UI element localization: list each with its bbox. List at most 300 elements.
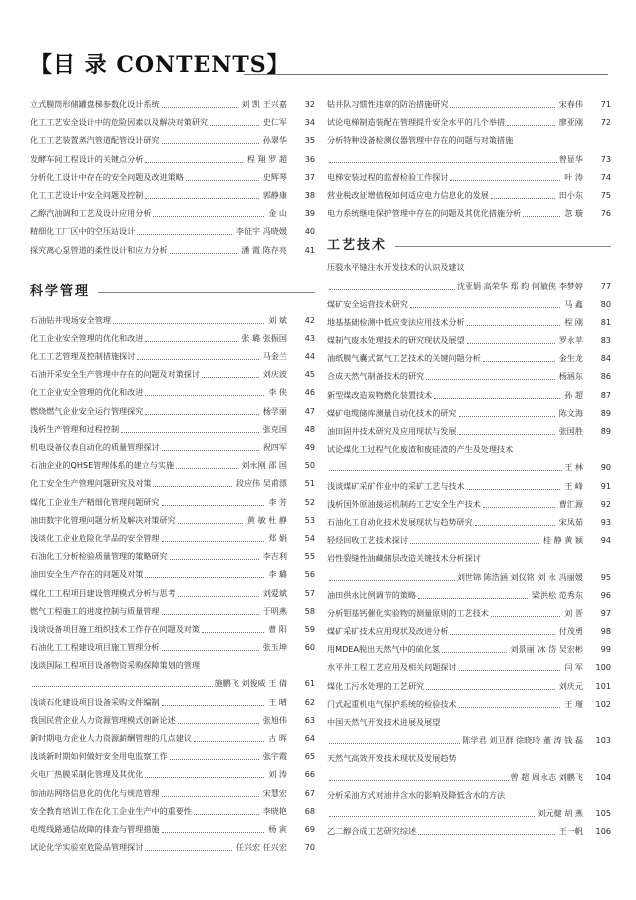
dot-leader [475,516,555,526]
entry-author: 孙翠华 [262,135,287,146]
entry-page: 77 [600,280,611,291]
entry-page: 73 [600,153,611,164]
entry-page: 97 [600,607,611,618]
entry-page: 63 [304,714,315,725]
entry-page: 46 [304,387,315,398]
toc-entry[interactable] [327,458,611,476]
header-rule [244,74,608,75]
dot-leader [329,461,562,471]
entry-page: 59 [304,623,315,634]
entry-page: 70 [304,842,315,853]
toc-entry[interactable] [30,674,315,692]
entry-author: 刘庆波 [262,369,287,380]
entry-title: 乙醇汽油调和工艺及设计应用分析 [30,208,152,219]
dot-leader [418,589,528,599]
toc-entry[interactable] [30,222,315,240]
dot-leader [145,332,237,342]
toc-entry[interactable] [327,386,611,404]
toc-entry[interactable] [327,604,611,622]
entry-author: 杨学丽 [262,405,287,416]
toc-entry[interactable] [30,204,315,222]
entry-page: 67 [304,787,315,798]
entry-author: 郭静康 [262,189,287,200]
entry-author: 郑 娟 [268,532,287,543]
entry-page: 68 [304,805,315,816]
dot-leader [162,823,265,833]
entry-author: 张克国 [262,423,287,434]
toc-list-technology [327,258,611,840]
entry-title: 煤矿安全运营技术研究 [327,298,408,309]
toc-entry[interactable] [30,329,315,347]
toc-entry[interactable] [327,731,611,749]
entry-page: 53 [304,514,315,525]
entry-author: 刘 斌 [268,314,287,325]
toc-entry[interactable] [30,383,315,401]
section-header-management [30,275,315,305]
entry-title: 水平井工程工艺应用及相关问题探讨 [327,662,457,673]
entry-page: 36 [304,153,315,164]
toc-entry[interactable] [327,568,611,586]
dot-leader [442,643,507,653]
dot-leader [162,98,238,108]
toc-entry[interactable] [30,311,315,329]
dot-leader [410,534,539,544]
toc-entry[interactable] [327,677,611,695]
toc-entry[interactable] [30,347,315,365]
toc-entry[interactable] [30,420,315,438]
entry-title: 天然气高效开发技术现状及发展趋势 [327,753,457,764]
entry-author: 曾显华 [558,153,583,164]
toc-entry[interactable] [30,131,315,149]
toc-list-design [30,95,315,259]
entry-page: 43 [304,332,315,343]
dot-leader [113,314,264,324]
toc-entry[interactable] [327,804,611,822]
toc-entry[interactable] [30,241,315,259]
entry-page: 94 [600,535,611,546]
dot-leader [137,350,258,360]
toc-entry[interactable] [327,404,611,422]
toc-entry[interactable] [30,638,315,656]
entry-title: 油田数字化管理问题分析及解决对策研究 [30,514,176,525]
left-column [30,95,315,856]
entry-title: 化工工艺设计中安全问题及控制 [30,189,144,200]
entry-title: 石油化工分析检验质量管理的策略研究 [30,551,168,562]
entry-page: 105 [595,807,611,818]
entry-page: 75 [600,189,611,200]
toc-entry[interactable] [327,586,611,604]
dot-leader [329,153,557,163]
entry-title: 浅谈石化建设项目设备采购文件编制 [30,696,160,707]
entry-page: 96 [600,589,611,600]
entry-page: 40 [304,226,315,237]
entry-page: 103 [595,735,611,746]
toc-entry[interactable] [30,402,315,420]
toc-entry[interactable] [327,277,611,295]
entry-page: 49 [304,442,315,452]
toc-entry[interactable] [327,113,611,131]
dot-leader [507,116,555,126]
dot-leader [162,696,265,706]
entry-author: 古 晖 [268,733,287,743]
entry-author: 罗永苹 [558,335,583,346]
toc-entry[interactable] [30,747,315,765]
entry-title: 岩性裂缝性油藏储层改造关键技术分析探讨 [327,553,481,564]
toc-entry[interactable] [327,331,611,349]
dot-leader [145,386,264,396]
entry-title: 煤化工企业生产精细化管理问题研究 [30,496,160,507]
entry-author: 田小东 [558,189,583,200]
entry-author: 张玉坤 [262,642,287,653]
entry-page: 84 [600,353,611,364]
entry-title: 电梯安装过程的监督检验工作探讨 [327,171,449,182]
toc-entry[interactable] [327,258,611,276]
section-title: 科学管理 [30,284,91,300]
entry-author: 金生龙 [558,353,583,364]
toc-entry[interactable] [30,365,315,383]
toc-entry[interactable] [327,495,611,513]
toc-entry[interactable] [327,204,611,222]
entry-author: 李 侠 [268,387,287,398]
entry-author: 刘 涛 [268,769,287,780]
entry-page: 54 [304,532,315,543]
entry-page: 95 [600,571,611,582]
entry-page: 74 [600,171,611,182]
entry-page: 45 [304,369,315,380]
toc-entry[interactable] [327,640,611,658]
entry-author: 宋凤茹 [558,516,583,527]
toc-entry[interactable] [30,493,315,511]
toc-entry[interactable] [30,820,315,838]
entry-title: 试论电梯制造装配在管理提升安全水平的几个举措 [327,117,506,128]
entry-title: 浅析生产管理和过程控制 [30,423,120,434]
dot-leader [170,750,259,760]
section-title: 工艺技术 [327,237,388,253]
entry-page: 37 [304,171,315,182]
dot-leader [434,389,560,399]
dot-leader [483,352,555,362]
entry-title: 化工安全生产管理问题研究及对策 [30,478,152,489]
dot-leader [153,207,264,217]
entry-author: 张宇霞 [262,751,287,762]
entry-page: 47 [304,405,315,416]
entry-title: 石油钻井现场安全管理 [30,314,111,325]
dot-leader [418,825,555,835]
toc-entry[interactable] [30,547,315,565]
entry-page: 104 [595,771,611,782]
entry-author: 忽 璇 [564,208,583,219]
dot-leader [186,171,259,181]
entry-author: 闫 军 [564,662,583,673]
entry-title: 燃烧燃气企业安全运行管理探究 [30,405,144,416]
toc-entry[interactable] [327,440,611,458]
entry-title: 浅谈国际工程项目设备物资采购保障策划的管理 [30,660,200,671]
toc-entry[interactable] [30,711,315,729]
dot-leader [178,514,243,524]
toc-entry[interactable] [327,695,611,713]
entry-title: 钻井队习惯性违章的防治措施研究 [327,99,449,109]
toc-entry[interactable] [30,186,315,204]
entry-author: 桂 静 黄 颖 [542,535,583,546]
entry-author: 任兴宏 任兴宏 [235,842,287,853]
entry-author: 马 鑫 [564,298,583,309]
toc-entry[interactable] [327,349,611,367]
section-rule [395,246,611,247]
dot-leader [459,661,561,671]
entry-title: 探究离心泵管道的柔性设计和应力分析 [30,244,168,255]
toc-header [30,50,290,80]
entry-author: 陈学君 刘卫群 徐晓玲 董 涛 钱 磊 [462,735,583,746]
toc-entry[interactable] [30,438,315,456]
dot-leader [170,550,259,560]
entry-author: 刘 晋 [564,607,583,618]
entry-title: 浅谈设备项目施工组织技术工作存在问题及对策 [30,623,200,634]
dot-leader [145,189,258,199]
entry-author: 王 瑾 [564,698,583,709]
entry-author: 王 晴 [268,696,287,707]
entry-title: 门式起重机电气保护系统的检验技术 [327,698,457,709]
toc-entry[interactable] [327,622,611,640]
entry-title: 石油企业的QHSE管理体系的建立与实施 [30,460,175,471]
dot-leader [153,477,231,487]
toc-entry[interactable] [30,168,315,186]
dot-leader [467,480,561,490]
entry-author: 孙 超 [564,389,583,400]
toc-entry[interactable] [30,511,315,529]
toc-entry[interactable] [30,765,315,783]
entry-page: 69 [304,823,315,834]
entry-page: 55 [304,551,315,562]
dot-leader [483,498,555,508]
entry-title: 浅谈化工企业危险化学品的安全管理 [30,532,160,543]
toc-entry[interactable] [30,784,315,802]
dot-leader [202,368,259,378]
entry-page: 81 [600,316,611,327]
entry-author: 张国胜 [558,426,583,436]
entry-title: 分析化工设计中存在的安全问题及改进策略 [30,171,184,182]
entry-page: 99 [600,644,611,655]
toc-entry[interactable] [327,513,611,531]
toc-entry[interactable] [327,367,611,385]
entry-page: 89 [600,426,611,436]
entry-author: 宋慧宏 [262,787,287,798]
toc-entry[interactable] [327,658,611,676]
entry-page: 56 [304,569,315,580]
entry-author: 叶 涛 [564,171,583,182]
entry-page: 39 [304,208,315,219]
toc-entry[interactable] [327,186,611,204]
entry-author: 于明燕 [262,605,287,616]
entry-author: 杨涵东 [558,371,583,382]
entry-author: 史仁军 [262,117,287,128]
entry-title: 煤化工污水处理的工艺研究 [327,680,425,691]
toc-entry[interactable] [327,95,611,113]
dot-leader [202,623,264,633]
entry-author: 程 翔 罗 超 [246,153,287,164]
dot-leader [459,425,555,435]
toc-entry[interactable] [30,729,315,747]
entry-title: 电力系统继电保护管理中存在的问题及其优化措施分析 [327,208,522,219]
entry-title: 用MDEA脱出天然气中的硫化氢 [327,644,440,655]
toc-entry[interactable] [327,786,611,804]
entry-page: 34 [304,117,315,128]
dot-leader [178,714,259,724]
entry-author: 段应伟 吴甫漂 [235,478,287,489]
entry-title: 乙二醇合成工艺研究综述 [327,826,417,837]
entry-title: 新型煤改造炭物燃化装置技术 [327,389,433,400]
dot-leader [329,771,509,781]
toc-entry[interactable] [30,584,315,602]
dot-leader [145,568,264,578]
entry-author: 曹 阳 [268,623,287,634]
entry-page: 98 [600,626,611,637]
dot-leader [145,405,258,415]
entry-title: 轻烃回收工艺技术探讨 [327,535,408,546]
entry-title: 油纸膜气囊式氮气工艺技术的关键问题分析 [327,353,481,364]
entry-title: 立式膜筒形储罐盘梯参数化设计系统 [30,99,160,109]
dot-leader [178,587,259,597]
entry-page: 35 [304,135,315,146]
entry-title: 压裂水平缝注水开发技术的认识及建议 [327,262,465,273]
entry-author: 李吉利 [262,551,287,562]
entry-author: 程 刚 [564,316,583,327]
entry-author: 施鹏飞 刘俊威 王 倩 [214,678,287,689]
dot-leader [176,459,237,469]
dot-leader [121,423,259,433]
entry-author: 刘庆元 [558,680,583,691]
toc-entry[interactable] [30,838,315,856]
toc-entry[interactable] [327,531,611,549]
entry-title: 化工企业安全管理的优化和改进 [30,332,144,343]
entry-page: 87 [600,389,611,400]
entry-author: 梁洪松 范秀东 [531,589,583,600]
toc-entry[interactable] [30,529,315,547]
entry-page: 106 [595,826,611,837]
entry-author: 李 璐 [268,569,287,580]
dot-leader [467,334,555,344]
entry-page: 101 [595,680,611,691]
entry-page: 38 [304,189,315,200]
toc-entry[interactable] [327,150,611,168]
toc-entry[interactable] [327,168,611,186]
entry-page: 90 [600,462,611,473]
entry-title: 精细化工厂区中的空压站设计 [30,226,136,237]
toc-entry[interactable] [327,822,611,840]
toc-entry[interactable] [30,802,315,820]
entry-page: 32 [304,99,315,109]
toc-entry[interactable] [327,713,611,731]
entry-page: 100 [595,662,611,673]
toc-entry[interactable] [30,693,315,711]
entry-title: 营业税改征增值税如何适应电力信息化的发展 [327,189,489,200]
entry-author: 刘世锦 陈浩涵 刘仪铭 刘 永 冯丽媛 [456,571,583,582]
toc-entry[interactable] [327,477,611,495]
entry-title: 浅谈煤矿采矿作业中的采矿工艺与技术 [327,480,465,491]
dot-leader [410,298,560,308]
dot-leader [145,153,243,163]
dot-leader [329,734,460,744]
toc-entry[interactable] [327,549,611,567]
right-column [327,95,611,840]
entry-author: 王 林 [564,462,583,473]
toc-entry[interactable] [30,113,315,131]
entry-title: 加油站网络信息化的优化与规范管理 [30,787,160,798]
dot-leader [426,370,555,380]
entry-page: 71 [600,99,611,109]
dot-leader [459,698,561,708]
entry-author: 李征宇 冯晓媛 [235,226,287,237]
entry-title: 石油化工工程建设项目施工管理分析 [30,642,160,653]
entry-title: 化工工艺安全设计中的危险因素以及解决对策研究 [30,117,209,128]
entry-title: 分析钼基钙催化实验物的测量原则的工艺技术 [327,607,489,618]
entry-title: 石油化工自动化技术发展现状与趋势研究 [327,516,473,527]
dot-leader [450,171,560,181]
entry-title: 发酵车间工程设计的关键点分析 [30,153,144,164]
entry-title: 试论煤化工过程气化废渣和废硅渣的产生及处理技术 [327,444,514,455]
dot-leader [162,496,265,506]
toc-list-management [30,311,315,857]
toc-entry[interactable] [30,150,315,168]
entry-page: 50 [304,460,315,471]
entry-page: 80 [600,298,611,309]
toc-list-safety [327,95,611,222]
entry-title: 分析特种设备检测仪器管理中存在的问题与对策措施 [327,135,514,146]
entry-author: 沈亚娟 高荣华 郑 昀 何敏侠 李梦婷 [456,280,583,291]
toc-entry[interactable] [327,313,611,331]
entry-author: 刘景丽 冰 岱 吴宏彬 [510,644,583,655]
dot-leader [137,225,232,235]
toc-entry[interactable] [30,565,315,583]
toc-entry[interactable] [30,95,315,113]
entry-page: 57 [304,587,315,598]
toc-entry[interactable] [30,602,315,620]
entry-author: 付茂勇 [558,626,583,637]
toc-entry[interactable] [327,749,611,767]
entry-title: 安全教育培训工作在化工企业生产中的重要性 [30,805,192,816]
entry-page: 76 [600,208,611,219]
toc-entry[interactable] [30,474,315,492]
toc-entry[interactable] [30,456,315,474]
entry-title: 油田供水比例调节的策略 [327,589,417,600]
toc-entry[interactable] [327,768,611,786]
entry-author: 刘永刚 邵 国 [241,460,287,471]
entry-author: 曹汇源 [558,498,583,509]
entry-author: 杨 寅 [268,823,287,834]
entry-title: 新时期电力企业人力资源薪酬管理的几点建议 [30,733,192,743]
dot-leader [450,98,554,108]
dot-leader [491,189,555,199]
entry-title: 煤制气废水处理技术的研究现状及展望 [327,335,465,346]
toc-title: 【目 录 CONTENTS】 [30,52,290,78]
dot-leader [329,280,455,290]
entry-author: 宋春伟 [558,99,583,109]
toc-entry[interactable] [327,131,611,149]
entry-author: 史辉琴 [262,171,287,182]
entry-page: 66 [304,769,315,780]
entry-title: 电缆线路通信故障的排查与管理措施 [30,823,160,834]
toc-entry[interactable] [30,620,315,638]
entry-page: 60 [304,642,315,653]
entry-title: 煤化工工程项目建设管理模式分析与思考 [30,587,176,598]
toc-entry[interactable] [327,295,611,313]
toc-entry[interactable] [30,656,315,674]
toc-entry[interactable] [327,422,611,440]
entry-page: 61 [304,678,315,689]
entry-title: 中国天然气开发技术进展及展望 [327,717,441,727]
entry-author: 刘爱斌 [262,587,287,598]
entry-page: 52 [304,496,315,507]
dot-leader [194,805,259,815]
